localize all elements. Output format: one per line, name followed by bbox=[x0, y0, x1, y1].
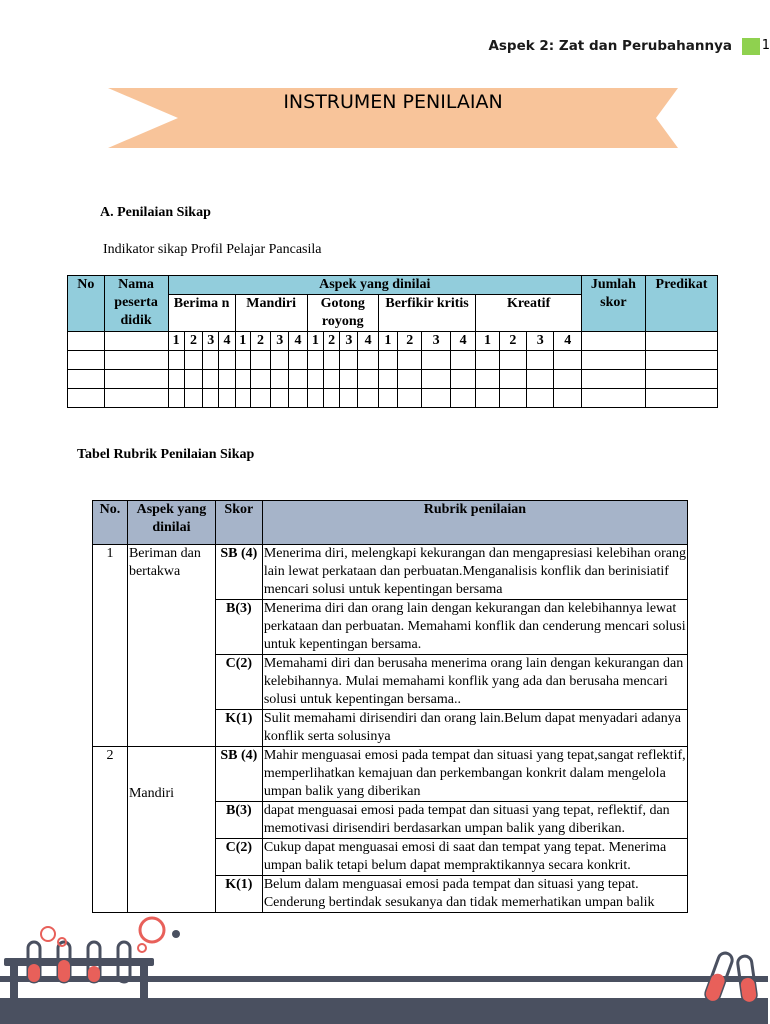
footer-band bbox=[0, 998, 768, 1024]
rubric-score: B(3) bbox=[215, 802, 262, 839]
score-label: 2 bbox=[250, 332, 270, 351]
rubric-description: Menerima diri, melengkapi kekurangan dan mengapresiasi kelebihan orang lain lewat perkataan dan perbuatan.Menganalisis konflik dan berinisiatif mencari solusi untuk kepentingan bersama bbox=[262, 545, 687, 600]
score-label: 4 bbox=[450, 332, 475, 351]
rubric-score: SB (4) bbox=[215, 545, 262, 600]
score-label: 3 bbox=[527, 332, 554, 351]
rubric-aspect-name: Beriman dan bertakwa bbox=[127, 545, 215, 747]
col-aspect-header: Aspek yang dinilai bbox=[168, 276, 581, 295]
score-label: 2 bbox=[184, 332, 202, 351]
rubric-description: Cukup dapat menguasai emosi di saat dan tempat yang tepat. Menerima umpan balik tetapi belum dapat mempraktikannya secara konkrit. bbox=[262, 839, 687, 876]
score-label: 1 bbox=[476, 332, 499, 351]
rubric-description: dapat menguasai emosi pada tempat dan situasi yang tepat, reflektif, dan memotivasi dirisendiri berdasarkan umpan balik yang diberikan. bbox=[262, 802, 687, 839]
score-label: 1 bbox=[378, 332, 397, 351]
score-label: 2 bbox=[398, 332, 422, 351]
aspect-gotong-royong: Gotong royong bbox=[307, 295, 378, 332]
aspect-beriman: Berima n bbox=[168, 295, 235, 332]
page-header-title: Aspek 2: Zat dan Perubahannya bbox=[488, 38, 732, 54]
rubric-table-title: Tabel Rubrik Penilaian Sikap bbox=[77, 447, 255, 462]
section-a-title: A. Penilaian Sikap bbox=[100, 205, 211, 220]
rubric-description: Menerima diri dan orang lain dengan kekurangan dan kelebihannya lewat perkataan dan perbuatan. Memahami konflik dan cenderung mencari solusi untuk kepentingan bersama. bbox=[262, 600, 687, 655]
score-label: 1 bbox=[235, 332, 250, 351]
rubric-col-no: No. bbox=[93, 501, 128, 545]
assessment-table bbox=[67, 275, 718, 408]
score-label: 4 bbox=[289, 332, 307, 351]
score-label: 3 bbox=[340, 332, 358, 351]
rubric-description: Sulit memahami dirisendiri dan orang lain.Belum dapat menyadari adanya konflik serta solusinya bbox=[262, 710, 687, 747]
banner-title: INSTRUMEN PENILAIAN bbox=[283, 91, 503, 113]
rubric-row-number: 2 bbox=[93, 747, 128, 913]
score-label: 2 bbox=[499, 332, 526, 351]
score-label: 4 bbox=[358, 332, 378, 351]
bubbles-icon bbox=[41, 918, 180, 952]
aspect-kreatif: Kreatif bbox=[476, 295, 582, 332]
rubric-score: K(1) bbox=[215, 710, 262, 747]
rubric-col-score: Skor bbox=[215, 501, 262, 545]
footer-table-top bbox=[0, 976, 768, 982]
lab-equipment-footer bbox=[0, 912, 768, 1024]
rubric-col-aspect: Aspek yang dinilai bbox=[127, 501, 215, 545]
rubric-table bbox=[92, 500, 688, 913]
rubric-score: SB (4) bbox=[215, 747, 262, 802]
rubric-aspect-name: Mandiri bbox=[127, 747, 215, 913]
rubric-col-text: Rubrik penilaian bbox=[262, 501, 687, 545]
score-label: 3 bbox=[422, 332, 450, 351]
score-label: 3 bbox=[203, 332, 219, 351]
rubric-score: K(1) bbox=[215, 876, 262, 913]
rubric-description: Belum dalam menguasai emosi pada tempat dan situasi yang tepat. Cenderung bertindak sesukanya dan tidak memerhatikan umpan balik bbox=[262, 876, 687, 913]
col-name-header: Nama peserta didik bbox=[104, 276, 168, 332]
table-row bbox=[68, 370, 718, 389]
score-label: 4 bbox=[219, 332, 235, 351]
score-label: 1 bbox=[168, 332, 184, 351]
col-predicate-header: Predikat bbox=[645, 276, 717, 332]
rubric-score: C(2) bbox=[215, 839, 262, 876]
page-marker-square bbox=[742, 38, 760, 55]
table-row bbox=[68, 351, 718, 370]
score-label: 2 bbox=[323, 332, 339, 351]
score-label: 3 bbox=[271, 332, 289, 351]
rubric-score: C(2) bbox=[215, 655, 262, 710]
test-tube-rack-icon bbox=[4, 942, 154, 998]
rubric-score: B(3) bbox=[215, 600, 262, 655]
score-label: 1 bbox=[307, 332, 323, 351]
rubric-description: Memahami diri dan berusaha menerima orang lain dengan kekurangan dan kelebihannya. Mulai memahami konflik yang ada dan berusaha mencari solusi untuk kepentingan bersama.. bbox=[262, 655, 687, 710]
indicator-text: Indikator sikap Profil Pelajar Pancasila bbox=[103, 242, 322, 257]
col-no-header: No bbox=[68, 276, 105, 332]
aspect-berfikir-kritis: Berfikir kritis bbox=[378, 295, 476, 332]
score-label: 4 bbox=[554, 332, 581, 351]
page-number: 1 bbox=[761, 38, 770, 53]
table-row bbox=[68, 389, 718, 408]
rubric-description: Mahir menguasai emosi pada tempat dan situasi yang tepat,sangat reflektif, memperlihatkan kemajuan dan perkembangan konkrit dalam mengelola umpan balik yang diberikan bbox=[262, 747, 687, 802]
rubric-row-number: 1 bbox=[93, 545, 128, 747]
aspect-mandiri: Mandiri bbox=[235, 295, 307, 332]
col-total-header: Jumlah skor bbox=[581, 276, 645, 332]
